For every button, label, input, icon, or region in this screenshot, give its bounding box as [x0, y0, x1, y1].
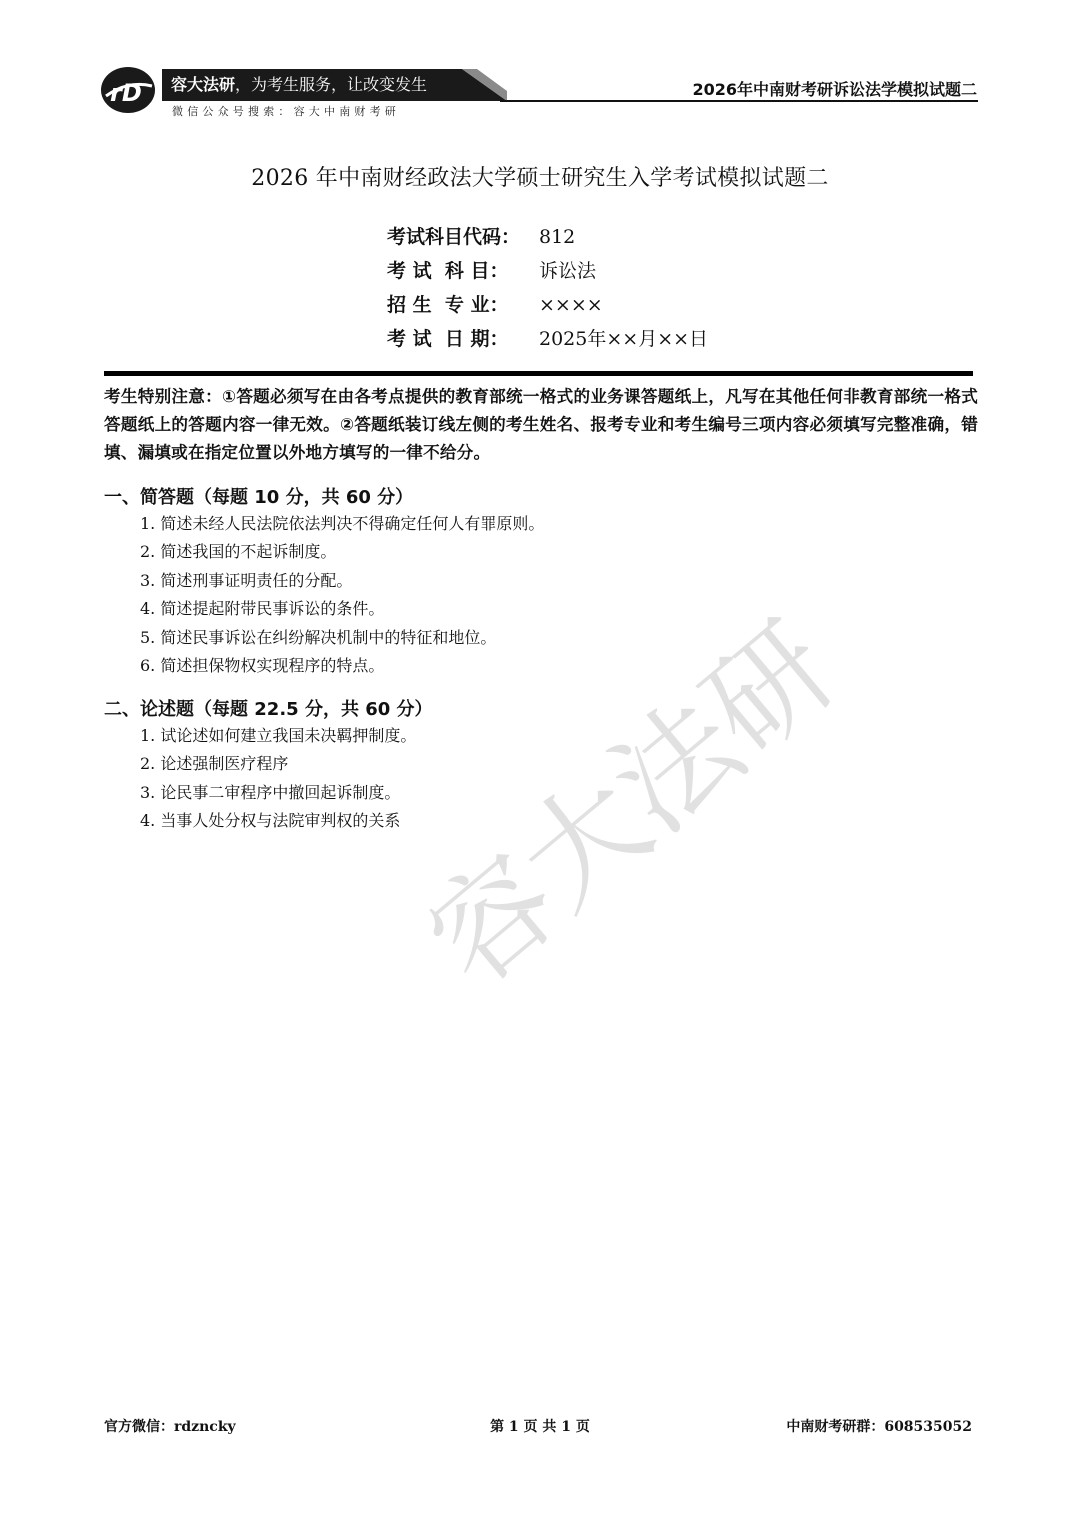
info-row-date	[387, 322, 708, 356]
exam-info	[387, 220, 708, 356]
exam-notice: 考生特别注意：①答题必须写在由各考点提供的教育部统一格式的业务课答题纸上，凡写在其他任何非教育部统一格式答题纸上的答题内容一律无效。②答题纸装订线左侧的考生姓名、报考专业和考生编号三项内容必须填写完整准确，错填、漏填或在指定位置以外地方填写的一律不给分。	[104, 387, 978, 462]
info-value: 2025年××月××日	[539, 328, 709, 350]
header-slogan	[171, 74, 427, 96]
slogan-brand: 容大法研	[171, 75, 236, 94]
question-item: 2. 简述我国的不起诉制度。	[140, 542, 337, 562]
question-item: 2. 论述强制医疗程序	[140, 754, 289, 774]
section-title-short-answer: 一、简答题（每题 10 分，共 60 分）	[104, 487, 414, 508]
info-label: 考 试 科 目：	[387, 260, 509, 282]
info-value: ××××	[539, 294, 603, 316]
question-list-essay	[140, 722, 416, 836]
question-item: 1. 试论述如何建立我国未决羁押制度。	[140, 726, 417, 745]
question-list-short-answer	[140, 510, 544, 680]
question-item: 5. 简述民事诉讼在纠纷解决机制中的特征和地位。	[140, 627, 497, 647]
footer-page-number: 第 1 页 共 1 页	[490, 1419, 590, 1435]
footer-group: 中南财考研群：608535052	[786, 1419, 972, 1435]
info-label: 考 试 日 期：	[387, 328, 509, 350]
rongda-logo-icon	[100, 66, 156, 114]
info-value: 诉讼法	[539, 260, 597, 282]
info-row-major	[387, 288, 708, 322]
watermark-text: 容大法研	[403, 597, 861, 1013]
page-header	[0, 0, 1080, 125]
header-doc-title: 2026年中南财考研诉讼法学模拟试题二	[692, 80, 977, 99]
info-label: 考试科目代码：	[387, 226, 521, 248]
question-item: 3. 论民事二审程序中撤回起诉制度。	[140, 782, 401, 802]
question-item: 4. 简述提起附带民事诉讼的条件。	[140, 599, 385, 619]
info-label: 招 生 专 业：	[387, 294, 509, 316]
sub-slogan: 微信公众号搜索：容大中南财考研	[172, 105, 400, 118]
info-row-subject-code	[387, 220, 708, 254]
page-footer	[0, 1416, 1080, 1440]
question-item: 4. 当事人处分权与法院审判权的关系	[140, 811, 401, 831]
exam-title: 2026 年中南财经政法大学硕士研究生入学考试模拟试题二	[251, 166, 829, 191]
footer-wechat: 官方微信：rdzncky	[104, 1419, 236, 1435]
logo-text: rD	[110, 79, 142, 107]
question-item: 1. 简述未经人民法院依法判决不得确定任何人有罪原则。	[140, 514, 545, 533]
title-divider	[104, 371, 973, 376]
question-item: 3. 简述刑事证明责任的分配。	[140, 570, 353, 590]
info-row-subject	[387, 254, 708, 288]
slogan-rest: ，为考生服务，让改变发生	[235, 75, 428, 94]
question-item: 6. 简述担保物权实现程序的特点。	[140, 655, 385, 675]
info-value: 812	[539, 226, 576, 248]
header-rule	[500, 100, 978, 102]
section-title-essay: 二、论述题（每题 22.5 分，共 60 分）	[104, 699, 433, 720]
